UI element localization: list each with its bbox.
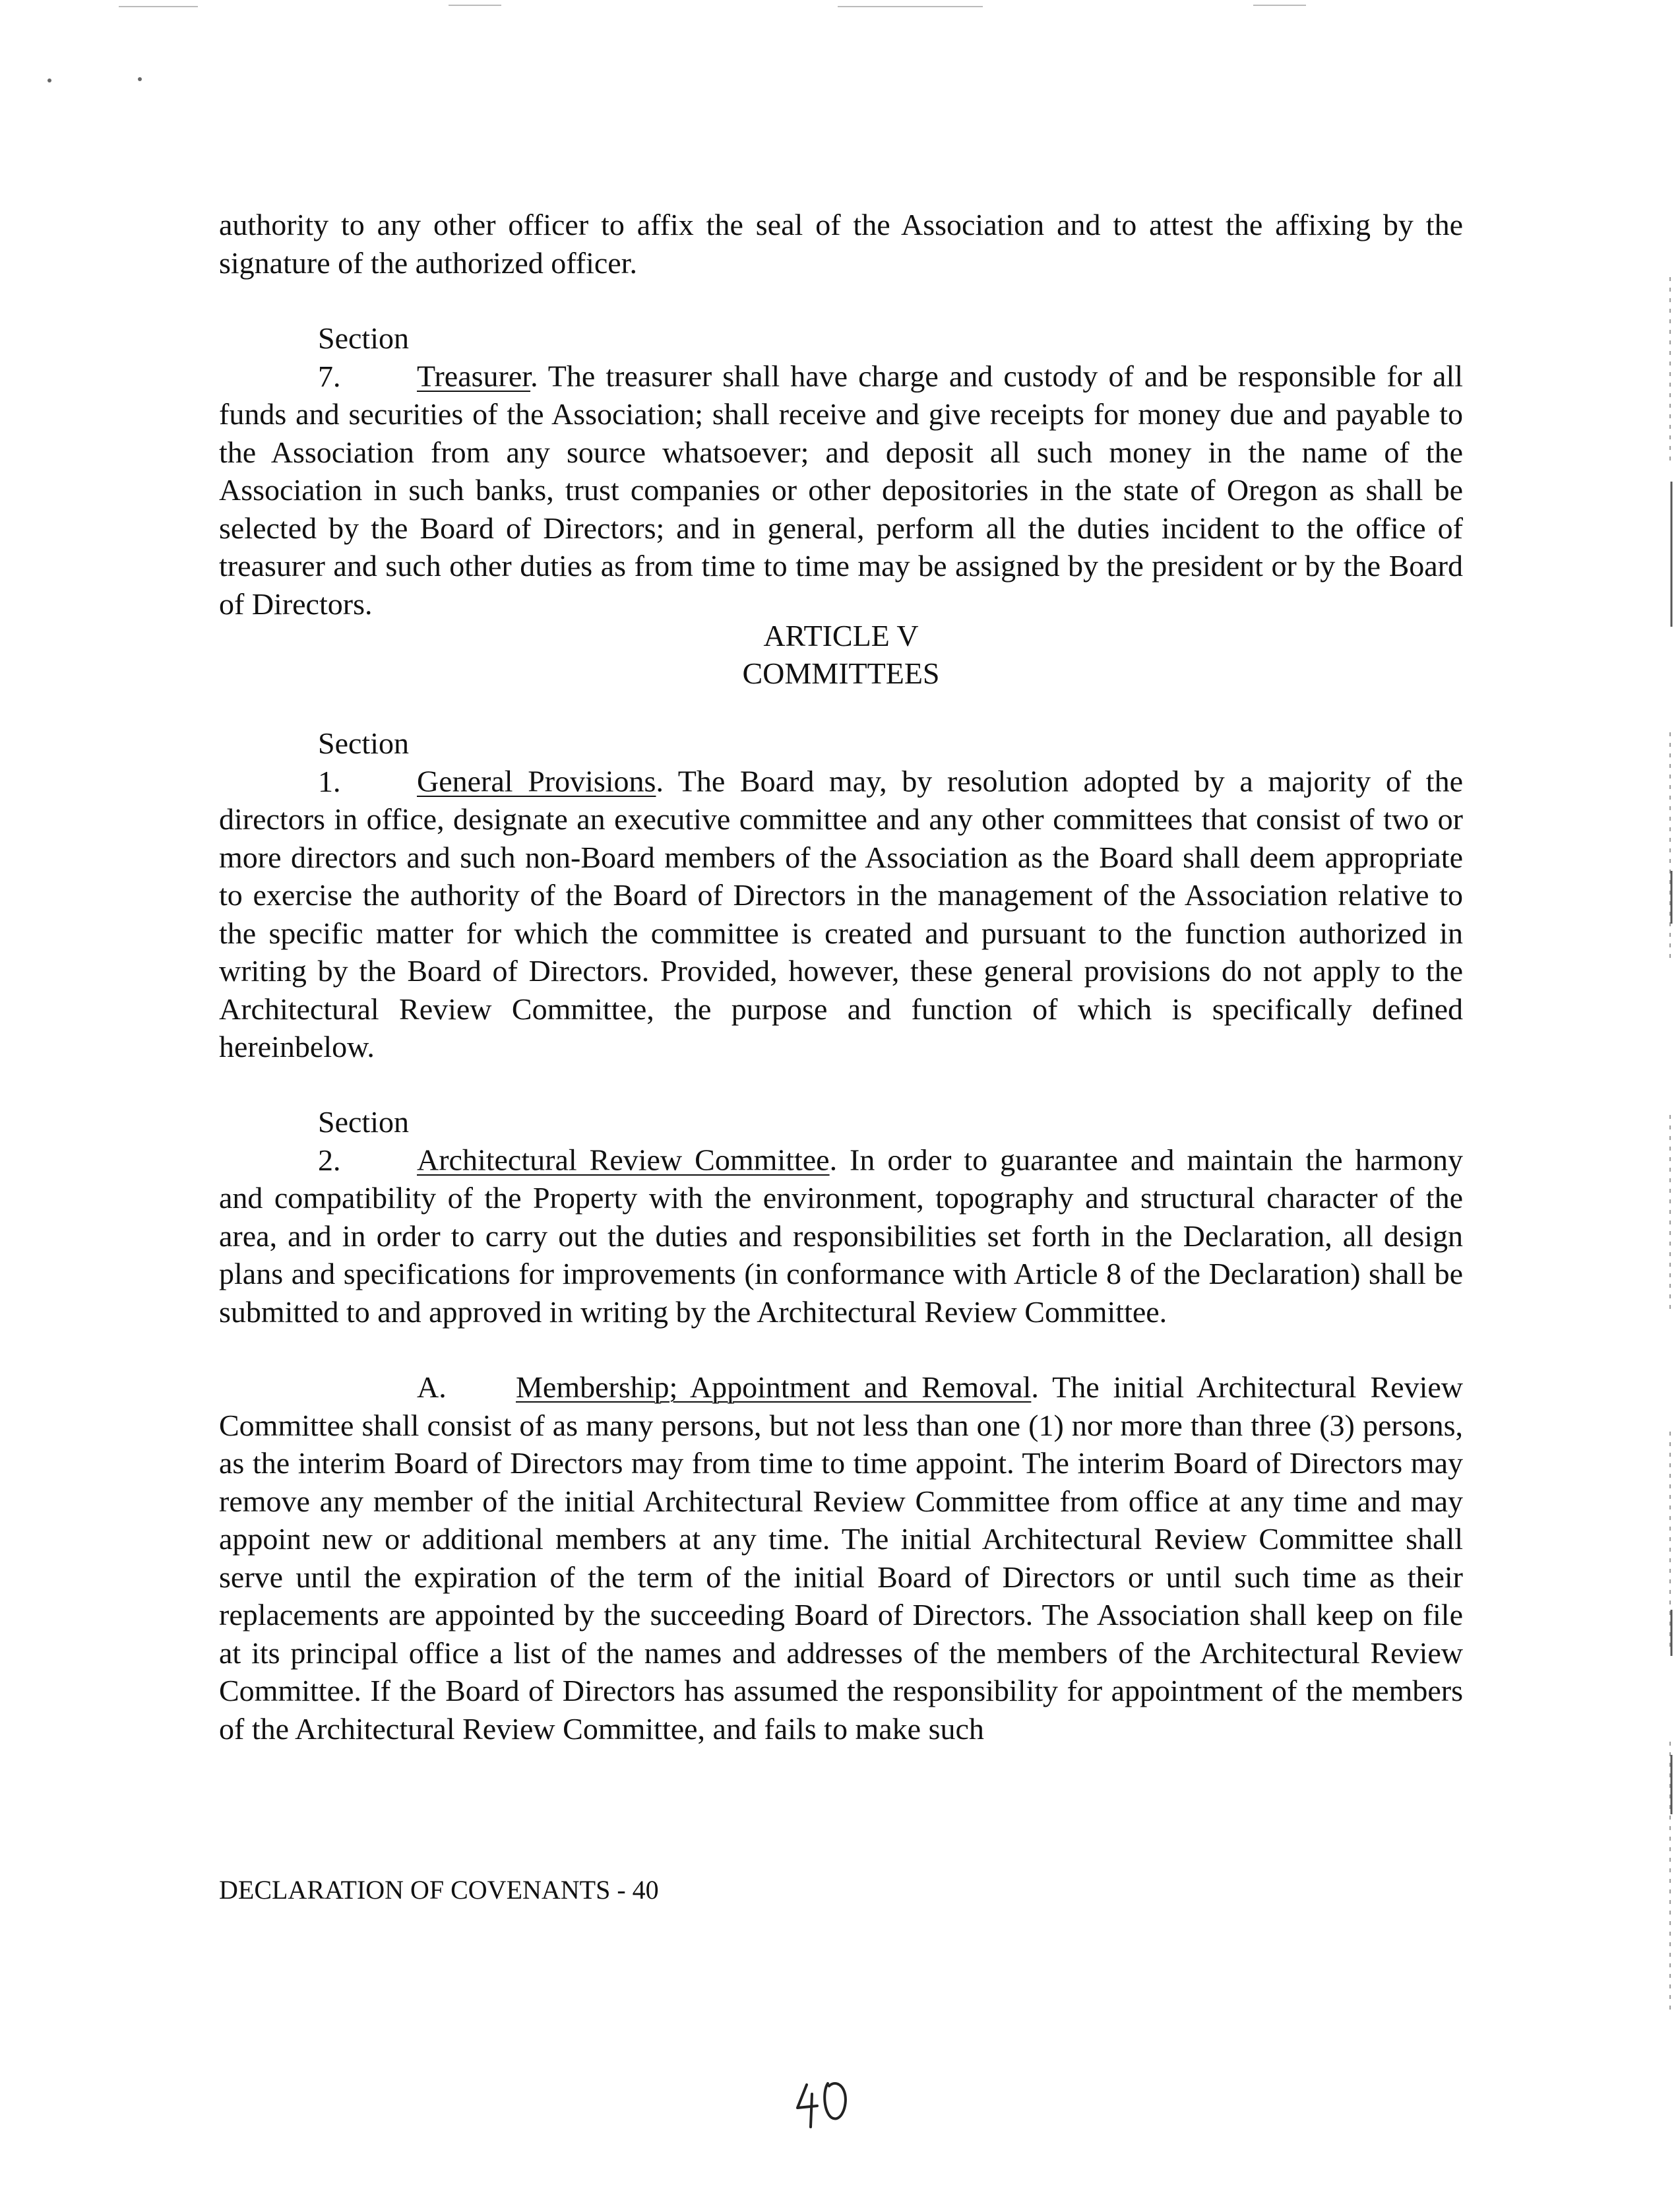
section-7-text: . The treasurer shall have charge and custody of and be responsible for all funds and securities of the Association; shall receive and give receipts for money due and payable to the Association from any source whatsoever; and deposit all such money in the name of the Association in such banks, trust companies or other depositories in the state of Oregon as shall be selected by the Board of Directors; and in general, perform all the duties incident to the office of treasurer and such other duties as from time to time may be assigned by the president or by the Board of Directors. [219,359,1463,621]
section-7-title: Treasurer [417,359,531,393]
section-2-paragraph [219,1103,1463,1331]
section-2-number: Section 2. [318,1105,409,1177]
section-2-text: . In order to guarantee and maintain the harmony and compatibility of the Property with the environment, topography and structural character of the area, and in order to carry out the duties and responsibilities set forth in the Declaration, all design plans and specifications for improvements (in conformance with Article 8 of the Declaration) shall be submitted to and approved in writing by the Architectural Review Committee. [219,1143,1463,1329]
article-title: COMMITTEES [742,656,940,690]
section-7-paragraph [219,319,1463,623]
section-1-title: General Provisions [417,764,656,798]
subsection-a-title: Membership; Appointment and Removal [516,1370,1032,1404]
section-2-title: Architectural Review Committee [417,1143,830,1177]
section-1-number: Section 1. [318,726,409,798]
handwritten-page-number [788,2072,861,2131]
article-number: ARTICLE V [763,619,919,652]
subsection-a-paragraph [219,1368,1463,1748]
continuation-paragraph: authority to any other officer to affix the seal of the Association and to attest the affixing by the signature of the authorized officer. [219,208,1463,280]
subsection-a-number: A. [417,1370,447,1404]
page-footer: DECLARATION OF COVENANTS - 40 [219,1875,659,1905]
subsection-a-text: . The initial Architectural Review Committee shall consist of as many persons, but not less than one (1) nor more than three (3) persons, as the interim Board of Directors may from time to time appoint. The interim Board of Directors may remove any member of the initial Architectural Review Committee from office at any time and may appoint new or additional members at any time. The initial Architectural Review Committee shall serve until the expiration of the term of the initial Board of Directors or until such time as their replacements are appointed by the succeeding Board of Directors. The Association shall keep on file at its principal office a list of the names and addresses of the members of the Architectural Review Committee. If the Board of Directors has assumed the responsibility for appointment of the members of the Architectural Review Committee, and fails to make such [219,1370,1463,1746]
section-7-number: Section 7. [318,321,409,393]
section-1-paragraph [219,724,1463,1066]
section-1-text: . The Board may, by resolution adopted by a majority of the directors in office, designate an executive committee and any other committees that consist of two or more directors and such non-Board members of the Association as the Board shall deem appropriate to exercise the authority of the Board of Directors in the management of the Association relative to the specific matter for which the committee is created and pursuant to the function authorized in writing by the Board of Directors. Provided, however, these general provisions do not apply to the Architectural Review Committee, the purpose and function of which is specifically defined hereinbelow. [219,764,1463,1063]
